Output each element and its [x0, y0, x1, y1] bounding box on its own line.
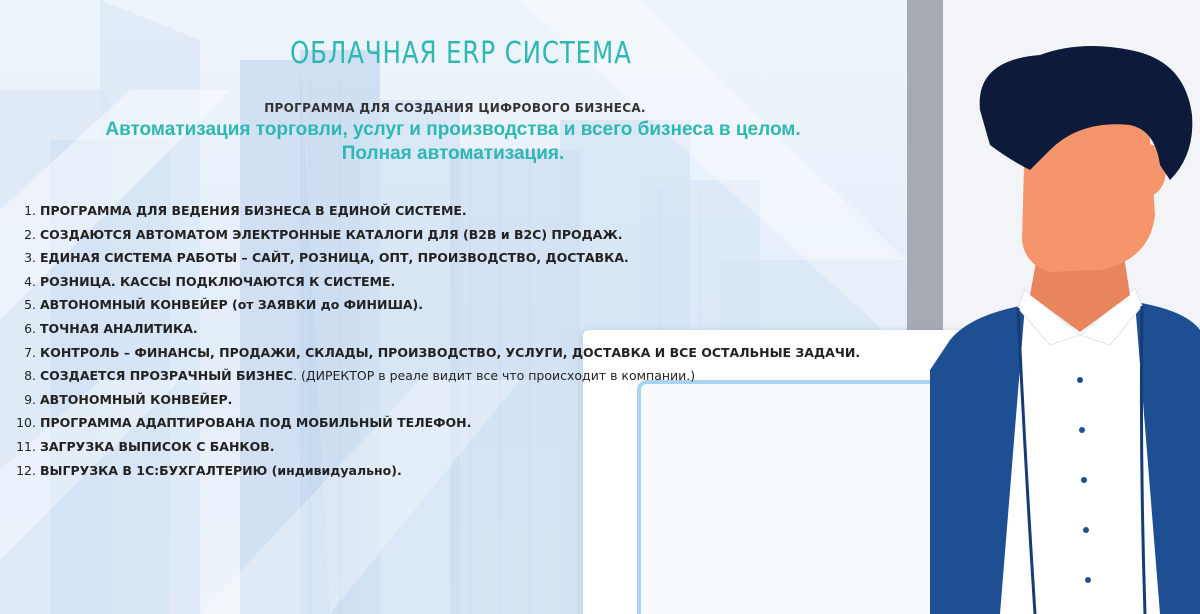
- list-item-number: 4.: [24, 273, 36, 289]
- list-item-text: АВТОНОМНЫЙ КОНВЕЙЕР.: [40, 391, 233, 407]
- list-item-number: 8.: [24, 368, 36, 384]
- list-item-number: 3.: [24, 250, 36, 266]
- list-item-text: ЗАГРУЗКА ВЫПИСОК С БАНКОВ.: [40, 438, 275, 454]
- list-item: [0, 411, 880, 435]
- feature-list: [0, 199, 880, 482]
- list-item-number: 6.: [24, 320, 36, 336]
- list-item: [0, 388, 880, 412]
- page-title: ОБЛАЧНАЯ ERP СИСТЕМА: [290, 36, 632, 71]
- list-item-number: 10.: [16, 415, 36, 431]
- list-item-number: 11.: [16, 438, 36, 454]
- list-item-text: РОЗНИЦА. КАССЫ ПОДКЛЮЧАЮТСЯ К СИСТЕМЕ.: [40, 273, 396, 289]
- list-item: [0, 293, 880, 317]
- list-item-text: ТОЧНАЯ АНАЛИТИКА.: [40, 320, 198, 336]
- list-item-note: . (ДИРЕКТОР в реале видит все что происходит в компании.): [293, 368, 696, 384]
- list-item-text: СОЗДАЮТСЯ АВТОМАТОМ ЭЛЕКТРОННЫЕ КАТАЛОГИ ДЛЯ (B2B и B2C) ПРОДАЖ.: [40, 226, 623, 242]
- list-item: [0, 317, 880, 341]
- list-item: [0, 364, 880, 388]
- list-item: [0, 341, 870, 365]
- list-item: [0, 435, 880, 459]
- list-item: [0, 223, 880, 247]
- list-item-text: ВЫГРУЗКА В 1С:БУХГАЛТЕРИЮ (индивидуально).: [40, 462, 402, 478]
- list-item: [0, 246, 880, 270]
- list-item-text: ПРОГРАММА АДАПТИРОВАНА ПОД МОБИЛЬНЫЙ ТЕЛЕФОН.: [40, 415, 472, 431]
- tagline-line-1: Автоматизация торговли, услуг и производства и всего бизнеса в целом.: [105, 119, 801, 140]
- list-item-number: 2.: [24, 226, 36, 242]
- list-item-text: ЕДИНАЯ СИСТЕМА РАБОТЫ – САЙТ, РОЗНИЦА, ОПТ, ПРОИЗВОДСТВО, ДОСТАВКА.: [40, 250, 629, 266]
- list-item-text: СОЗДАЕТСЯ ПРОЗРАЧНЫЙ БИЗНЕС: [40, 368, 294, 384]
- list-item-number: 5.: [24, 297, 36, 313]
- list-item-number: 7.: [24, 344, 36, 360]
- list-item: [0, 459, 880, 483]
- list-item: [0, 199, 880, 223]
- tagline-line-2: Полная автоматизация.: [341, 143, 565, 164]
- list-item-text: КОНТРОЛЬ – ФИНАНСЫ, ПРОДАЖИ, СКЛАДЫ, ПРОИЗВОДСТВО, УСЛУГИ, ДОСТАВКА И ВСЕ ОСТАЛЬНЫЕ ЗАДАЧИ.: [40, 344, 861, 360]
- list-item-text: ПРОГРАММА ДЛЯ ВЕДЕНИЯ БИЗНЕСА В ЕДИНОЙ СИСТЕМЕ.: [40, 203, 467, 218]
- page-subtitle: ПРОГРАММА ДЛЯ СОЗДАНИЯ ЦИФРОВОГО БИЗНЕСА.: [264, 101, 646, 115]
- tagline: [30, 118, 876, 166]
- list-item-number: 9.: [24, 391, 36, 407]
- list-item-text: АВТОНОМНЫЙ КОНВЕЙЕР (от ЗАЯВКИ до ФИНИША).: [40, 297, 424, 313]
- list-item-number: 12.: [16, 462, 36, 478]
- list-item-number: 1.: [24, 203, 36, 218]
- list-item: [0, 270, 880, 294]
